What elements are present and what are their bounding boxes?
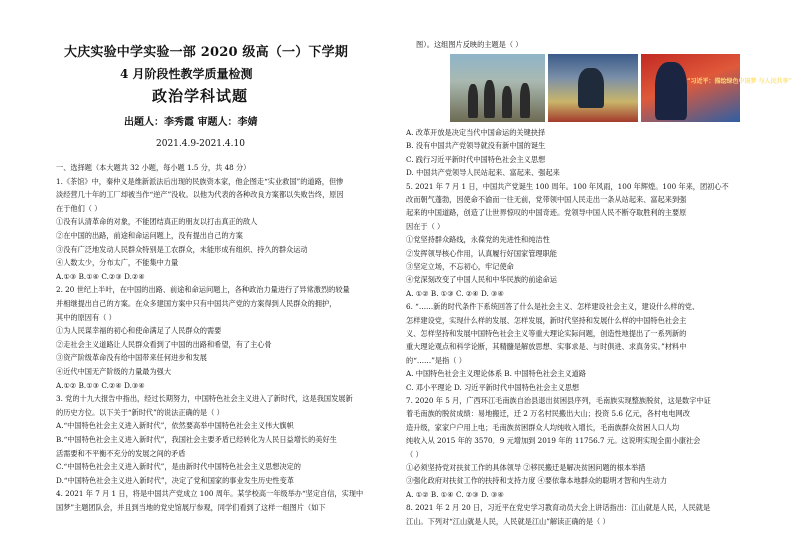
text-line: A. ①② B. ①③ C. ②④ D. ③④ — [406, 288, 504, 298]
text-line: ③没有广泛地发动人民群众特别是工农群众，未能形成有组织、持久的群众运动 — [56, 244, 308, 254]
text-line: （ ） — [406, 449, 423, 459]
text-line: 的历史方位。以下关于“新时代”的说法正确的是（ ） — [56, 407, 224, 417]
text-line: A.“中国特色社会主义进入新时代”，依然要高举中国特色社会主义伟大旗帜 — [56, 421, 294, 431]
text-line: ①没有认清革命的对象，不能团结真正的朋友以打击真正的敌人 — [56, 217, 258, 227]
text-line: ④近代中国无产阶级的力量最为强大 — [56, 367, 172, 376]
text-line: ②走社会主义道路让人民群众看到了中国的出路和希望，有了主心骨 — [56, 339, 272, 349]
photo-new-era — [641, 54, 792, 122]
text-line: 重大理论观点和科学论断，其精髓是解放思想、实事求是、与时俱进、求真务实。”材料中 — [406, 342, 687, 352]
text-line: 6. “……新的时代条件下系统回答了什么是社会主义、怎样建设社会主义，建设什么样的党、 — [406, 302, 700, 312]
exam-dates: 2021.4.9-2021.4.10 — [156, 139, 245, 149]
text-line: 淡经营几十年的工厂却被当作“逆产”没收。以他为代表的各种改良方案都以失败告终，原因 — [56, 190, 344, 200]
text-line: 5. 2021 年 7 月 1 日，中国共产党诞生 100 周年。100 年风雨，100 年辉煌。100 年来，团初心不 — [406, 181, 729, 191]
text-line: C.“中国特色社会主义进入新时代”，是由新时代中国特色社会主义思想决定的 — [56, 462, 301, 472]
text-line: 1.《茶馆》中，秦仲义是维新派法后出现的民族资本家，他企图走“实业救国”的道路，但惨 — [56, 176, 344, 186]
text-line: 因在于（ ） — [406, 221, 445, 231]
text-line: ④党深刻改变了中国人民和中华民族的前途命运 — [406, 275, 557, 285]
text-line: ①必须坚持党对扶贫工作的具体领导 ②移民搬迁是解决贫困问题的根本举措 — [406, 463, 646, 472]
text-line: 国梦”主题团队会，并且到当地的党史馆展厅参观，同学们看到了这样一组图片（如下 — [56, 503, 326, 512]
text-line: 7. 2020 年 5 月，广西环江毛南族自治县退出贫困县序列，毛南族实现整族脱贫，这是数字中证 — [406, 396, 711, 405]
text-line: 8. 2021 年 2 月 20 日，习近平在党史学习教育动员大会上讲话指出：江山就是人民，人民就是 — [406, 503, 711, 513]
text-line: B.“中国特色社会主义进入新时代”，我国社会主要矛盾已经转化为人民日益增长的美好生 — [56, 435, 337, 444]
text-line: 活需要和不平衡不充分的发展之间的矛盾 — [56, 448, 186, 458]
text-line: A.①③ B.①④ C.②③ D.②④ — [56, 271, 145, 281]
text-line: A. 改革开放是决定当代中国命运的关键抉择 — [406, 128, 546, 137]
text-line: 在于他们（ ） — [56, 203, 102, 213]
text-line: 怎样建设党，实现什么样的发展、怎样发展，新时代坚持和发展什么样的中国特色社会主 — [406, 315, 687, 325]
subject-title: 政治学科试题 — [152, 87, 249, 105]
text-line: 着毛南族的脱贫成绩：易地搬迁，迁 2 万名村民搬出大山；投资 5.6 亿元，各村电电网改 — [406, 409, 690, 419]
text-line: 其中的原因有（ ） — [56, 312, 116, 322]
text-line: 江山。下列对“江山就是人民，人民就是江山”解读正确的是（ ） — [406, 516, 610, 526]
text-line: 2. 20 世纪上半叶，在中国的出路、前途和命运问题上，各种政治力量进行了异常激烈的较量 — [56, 285, 350, 295]
text-line: 的“……”是指（ ） — [406, 355, 466, 365]
text-line: ③坚定立场，不忘初心，牢记使命 — [406, 262, 514, 271]
photo-reform-era — [548, 54, 638, 122]
text-line: ②在中国的出路，前途和命运问题上，没有提出自己的方案 — [56, 231, 243, 240]
text-line: 造升级，家家户户用上电；毛南族贫困群众人均纯收入增长，毛南族群众贫困人口人均 — [406, 422, 680, 432]
text-line: 4. 2021 年 7 月 1 日，将是中国共产党成立 100 周年。某学校高一年级举办“坚定自信，实现中 — [56, 489, 364, 499]
photo-founding-ceremony — [450, 54, 545, 122]
text-line: A. 中国特色社会主义理论体系 B. 中国特色社会主义道路 — [406, 369, 587, 379]
text-line: C. 践行习近平新时代中国特色社会主义思想 — [406, 154, 546, 164]
text-line: 纯收入从 2015 年的 3570．9 元增加到 2019 年的 11756.7 元。这说明实现全面小康社会 — [406, 436, 701, 446]
text-line: 改而朝气蓬勃，因使命不渝而一往无前，党带领中国人民走出一条从站起来、富起来到强 — [406, 195, 687, 204]
text-line: 起来的中国道路，创造了让世界惊叹的中国奇迹。党领导中国人民不断夺取胜利的主要原 — [406, 208, 687, 218]
school-title: 大庆实验中学实验一部 2020 级高（一）下学期 — [64, 45, 349, 60]
text-line: D. 中国共产党领导人民站起来、富起来、强起来 — [406, 168, 560, 178]
text-line: 3. 党的十九大报告中指出，经过长期努力，中国特色社会主义进入了新时代，这是我国发展新 — [56, 394, 353, 404]
text-line: ①党坚持群众路线，永葆党的先进性和纯洁性 — [406, 235, 550, 245]
text-line: ③强化政府对扶贫工作的扶持和支持力度 ④要依靠本地群众的聪明才智和内生动力 — [406, 476, 668, 486]
exam-title: 4 月阶段性教学质量检测 — [120, 67, 253, 81]
text-line: C. 邓小平理论 D. 习近平新时代中国特色社会主义思想 — [406, 382, 580, 392]
text-line: ①为人民谋幸福的初心和使命满足了人民群众的需要 — [56, 326, 222, 336]
photo-group — [450, 54, 792, 122]
text-line: A.①② B.①③ C.②④ D.③④ — [56, 380, 145, 390]
authors-line: 出题人：李秀霞 审题人：李婧 — [124, 117, 258, 128]
text-line: A. ①② B. ①④ C. ②③ D. ③④ — [406, 489, 504, 499]
text-line: 并相继提出自己的方案。在众多建国方案中只有中国共产党的方案得到人民群众的拥护， — [56, 299, 337, 308]
photo-intro: 图）。这组图片反映的主题是（ ） — [416, 40, 523, 49]
text-line: ②发挥领导核心作用，认真履行好国家管理职能 — [406, 248, 557, 258]
text-line: ③资产阶级革命没有给中国带来任何进步和发展 — [56, 353, 207, 363]
text-line: 一、选择题（本大题共 32 小题，每小题 1.5 分，共 48 分） — [56, 163, 251, 172]
text-line: ④人数太少，分布太广，不能集中力量 — [56, 258, 179, 268]
text-line: D.“中国特色社会主义进入新时代”，决定了党和国家的事业发生历史性变革 — [56, 475, 294, 485]
photo-caption: “习近平：描绘绿色中国梦 与人民共享” — [687, 78, 792, 85]
text-line: 义、怎样坚持和发展中国特色社会主义等重大理论实际问题，创造性地提出了一系列新的 — [406, 329, 687, 338]
text-line: B. 没有中国共产党领导就没有新中国的诞生 — [406, 141, 546, 151]
